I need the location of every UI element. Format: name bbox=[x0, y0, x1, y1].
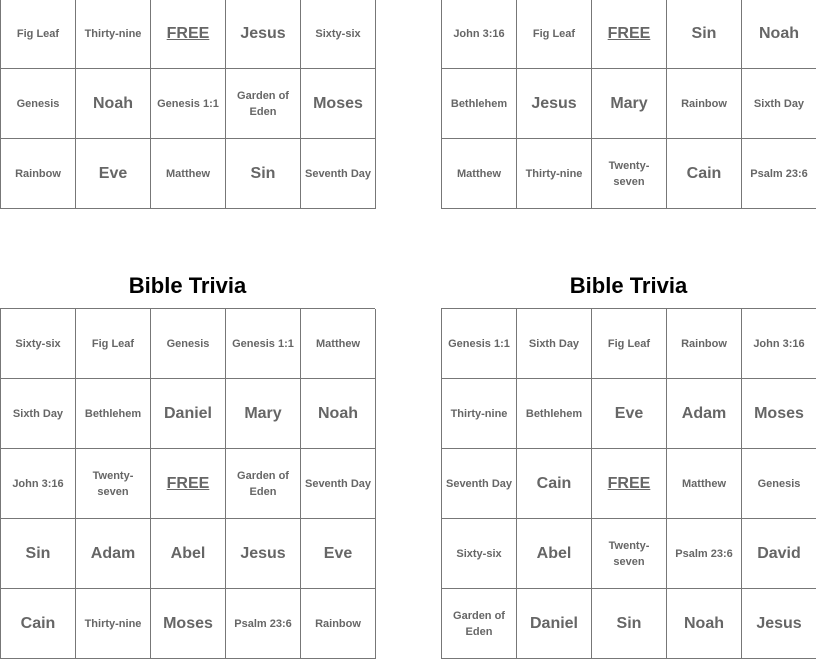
bingo-cell: Eve bbox=[76, 139, 151, 209]
bingo-cell: Cain bbox=[517, 449, 592, 519]
bingo-cell: Thirty-nine bbox=[517, 139, 592, 209]
bingo-cell: Adam bbox=[667, 379, 742, 449]
bingo-cell: Jesus bbox=[517, 69, 592, 139]
bingo-cell: Bethlehem bbox=[517, 379, 592, 449]
bingo-cell: Seventh Day bbox=[301, 449, 376, 519]
bingo-card-3 bbox=[0, 264, 375, 659]
bingo-cell: Jesus bbox=[742, 589, 816, 659]
bingo-cell: Genesis bbox=[1, 69, 76, 139]
bingo-cell: Rainbow bbox=[667, 69, 742, 139]
bingo-card-4 bbox=[441, 264, 816, 659]
bingo-cell: Abel bbox=[151, 519, 226, 589]
bingo-cell: Sixth Day bbox=[742, 69, 816, 139]
bingo-cell: Sin bbox=[592, 589, 667, 659]
free-space-cell: FREE bbox=[592, 0, 667, 69]
bingo-cell: Noah bbox=[667, 589, 742, 659]
bingo-cell: John 3:16 bbox=[1, 449, 76, 519]
bingo-cell: Sixty-six bbox=[301, 0, 376, 69]
bingo-cell: Daniel bbox=[151, 379, 226, 449]
bingo-card-2 bbox=[441, 0, 816, 209]
bingo-cell: Mary bbox=[226, 379, 301, 449]
bingo-cell: Sixth Day bbox=[1, 379, 76, 449]
bingo-cell: Fig Leaf bbox=[517, 0, 592, 69]
bingo-cell: Twenty-seven bbox=[592, 139, 667, 209]
bingo-cell: John 3:16 bbox=[442, 0, 517, 69]
bingo-cell: Genesis 1:1 bbox=[151, 69, 226, 139]
bingo-cell: Noah bbox=[76, 69, 151, 139]
bingo-cell: Genesis 1:1 bbox=[442, 309, 517, 379]
bingo-cell: Psalm 23:6 bbox=[667, 519, 742, 589]
bingo-cell: Garden of Eden bbox=[226, 449, 301, 519]
bingo-cell: Twenty-seven bbox=[592, 519, 667, 589]
bingo-cell: Bethlehem bbox=[76, 379, 151, 449]
bingo-cell: Eve bbox=[301, 519, 376, 589]
bingo-cell: Bethlehem bbox=[442, 69, 517, 139]
bingo-cell: Noah bbox=[742, 0, 816, 69]
bingo-cell: Rainbow bbox=[1, 139, 76, 209]
bingo-cell: Thirty-nine bbox=[442, 379, 517, 449]
bingo-cell: Sixth Day bbox=[517, 309, 592, 379]
bingo-cell: Sixty-six bbox=[1, 309, 76, 379]
free-space-cell: FREE bbox=[151, 449, 226, 519]
bingo-cell: Moses bbox=[301, 69, 376, 139]
bingo-cell: Matthew bbox=[667, 449, 742, 519]
bingo-cell: Seventh Day bbox=[442, 449, 517, 519]
bingo-grid bbox=[0, 0, 375, 209]
bingo-cell: Daniel bbox=[517, 589, 592, 659]
bingo-cell: Mary bbox=[592, 69, 667, 139]
bingo-cell: Sin bbox=[1, 519, 76, 589]
bingo-cell: David bbox=[742, 519, 816, 589]
bingo-cell: Genesis bbox=[742, 449, 816, 519]
bingo-cell: Genesis bbox=[151, 309, 226, 379]
bingo-cell: Moses bbox=[151, 589, 226, 659]
bingo-cell: Noah bbox=[301, 379, 376, 449]
bingo-cell: Adam bbox=[76, 519, 151, 589]
bingo-cell: Moses bbox=[742, 379, 816, 449]
bingo-cell: Rainbow bbox=[301, 589, 376, 659]
bingo-cell: Matthew bbox=[151, 139, 226, 209]
bingo-cell: Jesus bbox=[226, 0, 301, 69]
bingo-cell: Abel bbox=[517, 519, 592, 589]
free-space-cell: FREE bbox=[151, 0, 226, 69]
bingo-grid bbox=[0, 308, 375, 659]
card-title: Bible Trivia bbox=[128, 273, 247, 298]
bingo-cell: Thirty-nine bbox=[76, 589, 151, 659]
bingo-cell: Thirty-nine bbox=[76, 0, 151, 69]
bingo-cell: Cain bbox=[667, 139, 742, 209]
bingo-grid bbox=[441, 308, 816, 659]
bingo-cell: Eve bbox=[592, 379, 667, 449]
bingo-cell: Garden of Eden bbox=[226, 69, 301, 139]
bingo-cell: Genesis 1:1 bbox=[226, 309, 301, 379]
card-title: Bible Trivia bbox=[569, 273, 688, 298]
bingo-cell: Fig Leaf bbox=[592, 309, 667, 379]
bingo-cell: Fig Leaf bbox=[1, 0, 76, 69]
bingo-cell: Sin bbox=[667, 0, 742, 69]
bingo-cell: Seventh Day bbox=[301, 139, 376, 209]
bingo-cell: Sin bbox=[226, 139, 301, 209]
bingo-cell: Cain bbox=[1, 589, 76, 659]
bingo-cell: Garden of Eden bbox=[442, 589, 517, 659]
bingo-card-1 bbox=[0, 0, 375, 209]
bingo-cell: John 3:16 bbox=[742, 309, 816, 379]
bingo-cell: Fig Leaf bbox=[76, 309, 151, 379]
free-space-cell: FREE bbox=[592, 449, 667, 519]
bingo-cell: Rainbow bbox=[667, 309, 742, 379]
bingo-cell: Psalm 23:6 bbox=[226, 589, 301, 659]
bingo-cell: Jesus bbox=[226, 519, 301, 589]
bingo-cell: Sixty-six bbox=[442, 519, 517, 589]
bingo-cell: Twenty-seven bbox=[76, 449, 151, 519]
bingo-grid bbox=[441, 0, 816, 209]
bingo-cell: Matthew bbox=[301, 309, 376, 379]
bingo-cell: Matthew bbox=[442, 139, 517, 209]
bingo-cell: Psalm 23:6 bbox=[742, 139, 816, 209]
